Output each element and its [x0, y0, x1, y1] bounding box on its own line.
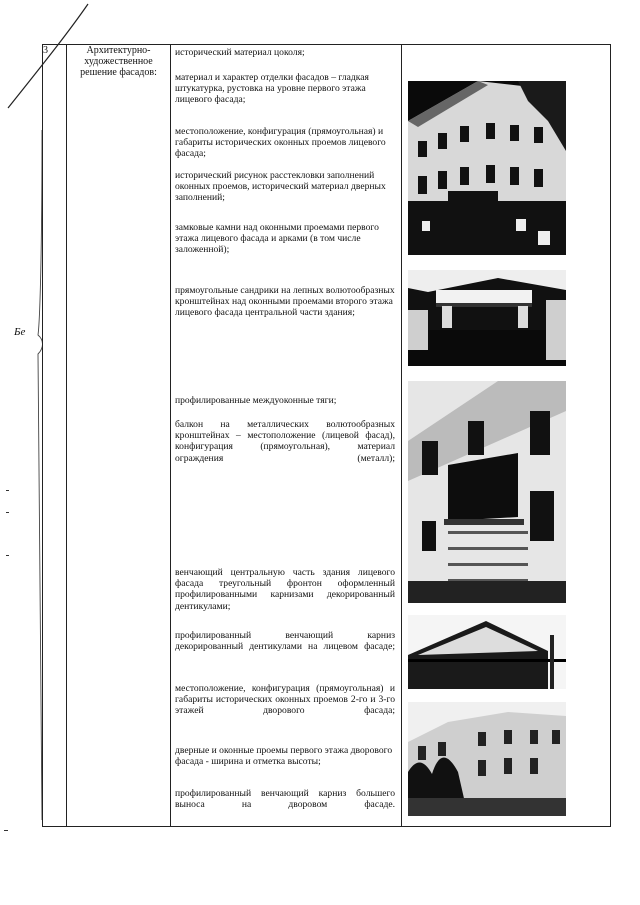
list-item: профилированные междуоконные тяги;: [175, 395, 337, 406]
sandrik-photo: [408, 270, 566, 366]
list-item: местоположение, конфигурация (прямоугольная) и габариты исторических оконных проемов 2-го и 3-го этажей дворового фасада;: [175, 683, 395, 717]
section-title: Архитектурно-художественное решение фасадов:: [67, 45, 171, 827]
courtyard-facade-photo: [408, 702, 566, 816]
table-row: [43, 45, 611, 827]
list-item: профилированный венчающий карниз большего выноса на дворовом фасаде.: [175, 788, 395, 811]
list-item: замковые камни над оконными проемами первого этажа лицевого фасада и арками (в том числе заложенной);: [175, 222, 379, 256]
balcony-photo: [408, 381, 566, 603]
margin-handwritten-note: Бе: [14, 326, 26, 338]
row-number: 3: [43, 45, 67, 827]
list-item: венчающий центральную часть здания лицевого фасада треугольный фронтон оформленный профилированными карнизами декорированный дентикулами;: [175, 567, 395, 612]
margin-tick: [6, 512, 9, 513]
list-item: исторический рисунок расстекловки заполнений оконных проемов, исторический материал дверных заполнений;: [175, 170, 386, 204]
list-item: исторический материал цоколя;: [175, 47, 305, 58]
list-item: профилированный венчающий карниз декорированный дентикулами на лицевом фасаде;: [175, 630, 395, 653]
list-item: прямоугольные сандрики на лепных волютообразных кронштейнах над оконными проемами второго этажа лицевого фасада центральной части здания;: [175, 285, 395, 319]
margin-tick: [6, 555, 9, 556]
facade-photo: [408, 81, 566, 255]
photos-column: [402, 45, 611, 827]
elements-list: [171, 45, 402, 827]
list-item: балкон на металлических волютообразных кронштейнах – местоположение (лицевой фасад), конфигурация (прямоугольная), материал ограждения (металл);: [175, 419, 395, 464]
list-item: местоположение, конфигурация (прямоугольная) и габариты исторических оконных проемов лицевого фасада;: [175, 126, 386, 160]
pediment-photo: [408, 615, 566, 689]
list-item: дверные и оконные проемы первого этажа дворового фасада - ширина и отметка высоты;: [175, 745, 393, 768]
heritage-elements-table: [42, 44, 611, 827]
margin-tick: [4, 830, 8, 831]
list-item: материал и характер отделки фасадов – гладкая штукатурка, рустовка на уровне первого этажа лицевого фасада;: [175, 72, 369, 106]
margin-tick: [6, 490, 9, 491]
